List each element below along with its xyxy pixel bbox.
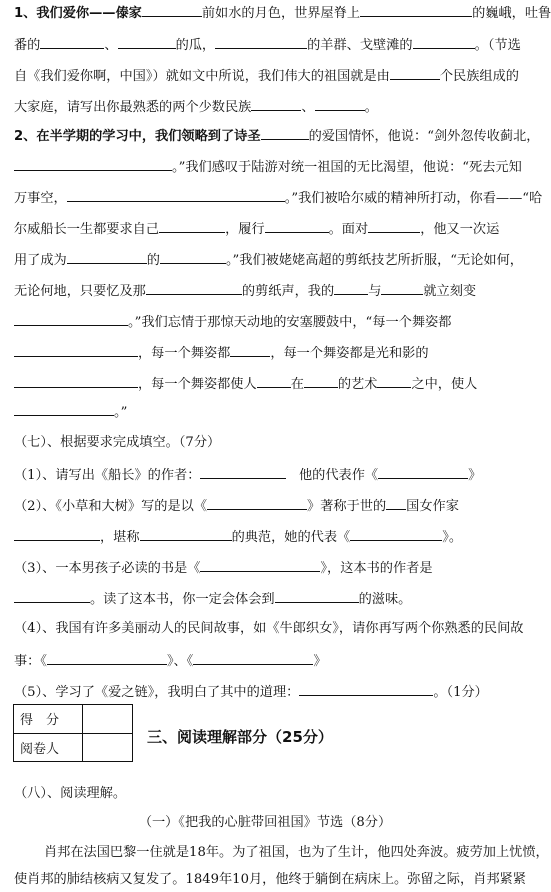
blank[interactable] bbox=[118, 36, 176, 49]
score-label: 得 分 bbox=[14, 705, 83, 734]
blank[interactable] bbox=[381, 282, 423, 295]
blank[interactable] bbox=[200, 559, 320, 572]
s7-item-4b bbox=[14, 652, 524, 670]
blank[interactable] bbox=[275, 590, 359, 603]
s7-text: 事：《 bbox=[14, 654, 47, 669]
s7-title: （七）、根据要求完成填空。（7分） bbox=[14, 435, 221, 450]
q1-text: 、 bbox=[104, 38, 118, 53]
blank[interactable] bbox=[230, 344, 270, 357]
q2-text: 。面对 bbox=[328, 222, 369, 237]
blank[interactable] bbox=[368, 220, 420, 233]
q2-text: ，每一个舞姿都是光和影的 bbox=[270, 346, 429, 361]
q2-text: 万事空， bbox=[14, 191, 67, 206]
q2-text: 的艺术 bbox=[337, 377, 378, 392]
blank[interactable] bbox=[14, 344, 138, 357]
q2-text: 。”我们被姥姥高超的剪纸技艺所折服，“无论如何， bbox=[225, 253, 523, 268]
q2-line-5 bbox=[14, 251, 524, 269]
s8-paragraph-1: 肖邦在法国巴黎一住就是18年。为了祖国，也为了生计，他四处奔波。疲劳加上忧愤， bbox=[44, 845, 549, 860]
q1-text: 前如水的月色，世界屋脊上 bbox=[201, 6, 361, 21]
s8-paragraph-2: 使肖邦的肺结核病又复发了。1849年10月，他终于躺倒在病床上。弥留之际，肖邦紧紧 bbox=[14, 872, 526, 887]
q1-text: 的巍峨，吐鲁 bbox=[472, 6, 551, 21]
s7-item-5 bbox=[14, 683, 524, 701]
blank[interactable] bbox=[67, 189, 285, 202]
q2-text: 尔威船长一生都要求自己 bbox=[14, 222, 160, 237]
s7-text: ，堪称 bbox=[100, 530, 140, 545]
s7-item-3 bbox=[14, 559, 524, 577]
blank[interactable] bbox=[193, 652, 313, 665]
blank[interactable] bbox=[40, 36, 104, 49]
q1-line-1 bbox=[14, 4, 551, 22]
blank[interactable] bbox=[299, 683, 433, 696]
q2-text: 。”我们忘情于那惊天动地的安塞腰鼓中，“每一个舞姿都 bbox=[128, 315, 452, 330]
s7-text: 》，这本书的作者是 bbox=[320, 561, 433, 576]
q2-text: 在 bbox=[290, 377, 304, 392]
blank[interactable] bbox=[207, 497, 307, 510]
s7-text: （1）、请写出《船长》的作者： bbox=[14, 468, 201, 483]
s7-text: （2）、《小草和大树》写的是以《 bbox=[14, 499, 208, 514]
blank[interactable] bbox=[257, 375, 291, 388]
grader-label: 阅卷人 bbox=[14, 733, 83, 762]
s7-item-2b bbox=[14, 528, 524, 546]
section-3-title: 三、阅读理解部分（25分） bbox=[147, 728, 333, 746]
blank[interactable] bbox=[251, 98, 301, 111]
blank[interactable] bbox=[378, 466, 468, 479]
blank[interactable] bbox=[14, 313, 128, 326]
s7-text: 》 bbox=[468, 468, 482, 483]
q2-text: 之中，使人 bbox=[411, 377, 478, 392]
grader-row bbox=[14, 733, 133, 762]
score-table bbox=[13, 704, 133, 762]
q2-text: 的剪纸声，我的 bbox=[241, 284, 335, 299]
q2-line-7 bbox=[14, 313, 524, 331]
blank[interactable] bbox=[265, 220, 329, 233]
blank[interactable] bbox=[159, 220, 225, 233]
blank[interactable] bbox=[377, 375, 411, 388]
q1-text: 。 bbox=[364, 100, 378, 115]
blank[interactable] bbox=[160, 251, 226, 264]
blank[interactable] bbox=[142, 4, 202, 17]
q2-line-2 bbox=[14, 158, 524, 176]
q2-line-8 bbox=[14, 344, 524, 362]
s7-text: 。读了这本书，你一定会体会到 bbox=[90, 592, 275, 607]
q2-line-9 bbox=[14, 375, 524, 393]
q1-text: 个民族组成的 bbox=[439, 69, 519, 84]
s7-item-4: （4）、我国有许多美丽动人的民间故事，如《牛郎织女》，请你再写两个你熟悉的民间故 bbox=[14, 621, 524, 636]
blank[interactable] bbox=[334, 282, 368, 295]
blank[interactable] bbox=[390, 67, 440, 80]
q2-text: 用了成为 bbox=[14, 253, 67, 268]
q1-text: 番的 bbox=[14, 38, 41, 53]
s8-title: （八）、阅读理解。 bbox=[14, 786, 127, 801]
blank[interactable] bbox=[200, 466, 286, 479]
q2-text: 与 bbox=[368, 284, 382, 299]
blank[interactable] bbox=[350, 528, 442, 541]
s7-text: 他的代表作《 bbox=[299, 468, 379, 483]
q1-text: 的羊群、戈壁滩的 bbox=[307, 38, 413, 53]
q2-text: 。” bbox=[114, 405, 128, 420]
blank[interactable] bbox=[315, 98, 365, 111]
blank[interactable] bbox=[47, 652, 167, 665]
q2-text: 无论何地，只要忆及那 bbox=[14, 284, 146, 299]
q2-text: ，他又一次运 bbox=[420, 222, 500, 237]
blank[interactable] bbox=[67, 251, 147, 264]
q1-text: 大家庭，请写出你最熟悉的两个少数民族 bbox=[14, 100, 252, 115]
s7-text: 的滋味。 bbox=[358, 592, 412, 607]
blank[interactable] bbox=[215, 36, 307, 49]
q2-text: ，履行 bbox=[225, 222, 265, 237]
q2-line-4 bbox=[14, 220, 524, 238]
blank[interactable] bbox=[146, 282, 242, 295]
blank[interactable] bbox=[14, 158, 172, 171]
s7-item-1 bbox=[14, 466, 524, 484]
q2-text: 。”我们感叹于陆游对统一祖国的无比渴望，他说：“死去元知 bbox=[172, 160, 522, 175]
s8-subtitle: （一）《把我的心脏带回祖国》节选（8分） bbox=[138, 815, 392, 830]
s7-text: 》 bbox=[313, 654, 327, 669]
q2-line-3 bbox=[14, 189, 543, 207]
q1-text: 的瓜， bbox=[175, 38, 216, 53]
blank[interactable] bbox=[14, 528, 100, 541]
s7-text: 的典范，她的代表《 bbox=[231, 530, 351, 545]
s7-text: （3）、一本男孩子必读的书是《 bbox=[14, 561, 201, 576]
s7-text: （5）、学习了《爱之链》，我明白了其中的道理： bbox=[14, 685, 300, 700]
score-row bbox=[14, 705, 133, 734]
q1-text: 。（节选 bbox=[474, 38, 521, 53]
q1-line-2 bbox=[14, 36, 524, 54]
blank[interactable] bbox=[14, 590, 90, 603]
blank[interactable] bbox=[360, 4, 472, 17]
q2-text: 2、在半学期的学习中，我们领略到了诗圣 bbox=[14, 129, 261, 144]
blank[interactable] bbox=[261, 127, 309, 140]
s7-text: 》著称于世的 bbox=[307, 499, 387, 514]
q1-line-4 bbox=[14, 98, 524, 116]
q2-text: 的 bbox=[146, 253, 160, 268]
s7-text: 》。 bbox=[442, 530, 463, 545]
s7-item-2 bbox=[14, 497, 524, 515]
q2-line-6 bbox=[14, 282, 524, 300]
blank[interactable] bbox=[140, 528, 232, 541]
q2-text: 。”我们被哈尔威的精神所打动，你看——“哈 bbox=[284, 191, 543, 206]
q2-text: 的爱国情怀，他说：“剑外忽传收蓟北， bbox=[308, 129, 540, 144]
blank[interactable] bbox=[14, 403, 114, 416]
q2-text: ，每一个舞姿都使人 bbox=[138, 377, 257, 392]
q2-text: 就立刻变 bbox=[423, 284, 477, 299]
q1-text: 、 bbox=[301, 100, 315, 115]
score-cell[interactable] bbox=[83, 705, 133, 734]
blank[interactable] bbox=[14, 375, 138, 388]
q2-text: ，每一个舞姿都 bbox=[138, 346, 231, 361]
grader-cell[interactable] bbox=[83, 733, 133, 762]
q1-text: 自《我们爱你啊，中国》）就如文中所说，我们伟大的祖国就是由 bbox=[14, 69, 390, 84]
s7-item-3b bbox=[14, 590, 524, 608]
s7-text: 》、《 bbox=[166, 654, 194, 669]
q1-line-3 bbox=[14, 67, 524, 85]
blank[interactable] bbox=[386, 497, 406, 510]
q1-text: 1、我们爱你——傣家 bbox=[14, 6, 142, 21]
blank[interactable] bbox=[413, 36, 475, 49]
blank[interactable] bbox=[304, 375, 338, 388]
q2-line-10 bbox=[14, 403, 524, 421]
s7-text: 。（1分） bbox=[433, 685, 488, 700]
s7-text: 国女作家 bbox=[406, 499, 459, 514]
q2-line-1 bbox=[14, 127, 540, 145]
